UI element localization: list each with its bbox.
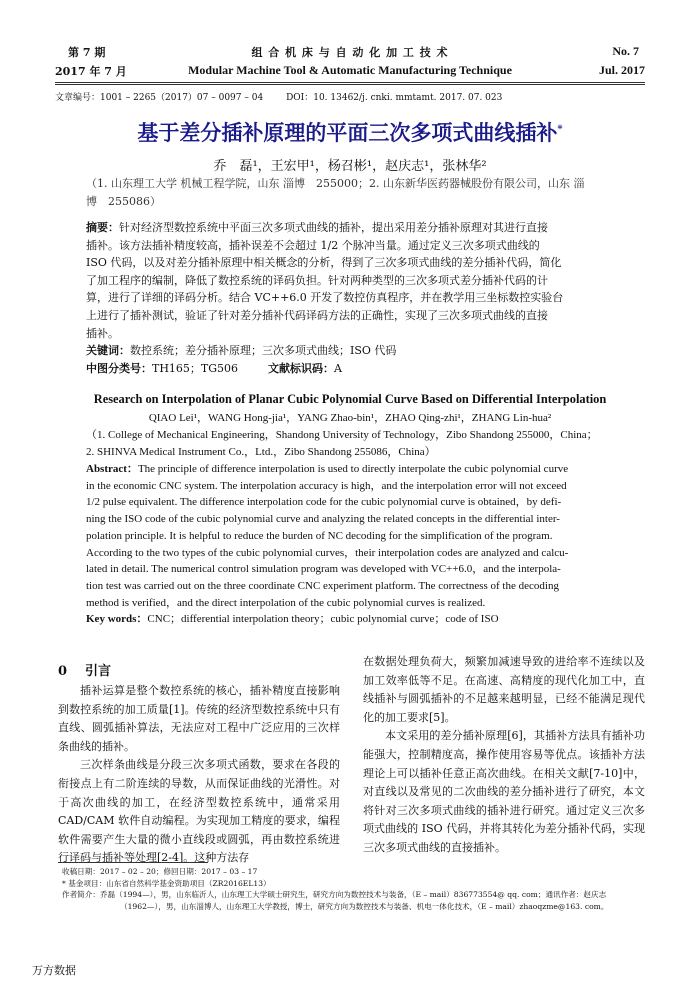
date-zh: 2017 年 7 月 — [55, 65, 127, 78]
abstract-en-line: in the economic CNC system. The interpolation accuracy is high，and the interpolation error will not exceed — [86, 479, 567, 492]
abstract-en-line: lated in detail. The numerical control simulation program was developed with VC++6.0，and the interpola- — [86, 563, 561, 576]
footnotes — [62, 866, 647, 912]
issue-zh: 第 7 期 — [68, 46, 106, 59]
doc-code: A — [334, 361, 342, 375]
abstract-zh-line: 上进行了插补测试，验证了针对差分插补代码译码方法的正确性，实现了三次多项式曲线的直接 — [86, 308, 548, 322]
abstract-zh-label: 摘要： — [86, 221, 119, 234]
watermark: 万方数据 — [32, 964, 76, 977]
left-column — [58, 682, 340, 868]
paper-title-text: 基于差分插补原理的平面三次多项式曲线插补 — [137, 120, 558, 145]
clc-code: TH165；TG506 — [152, 361, 239, 375]
abstract-en-line: method is verified，and the direct interpolation of the cubic polynomial curves is realized. — [86, 596, 486, 609]
affiliation-zh — [86, 175, 646, 210]
abstract-en-line: ning the ISO code of the cubic polynomial curve and analyzing the related concepts in the differential inter- — [86, 513, 560, 526]
journal-title-zh: 组 合 机 床 与 自 动 化 加 工 技 术 — [251, 46, 449, 59]
keywords-en-label: Key words： — [86, 613, 148, 626]
paragraph: 在数据处理负荷大，频繁加减速导致的进给率不连续以及加工效率低等不足。在高速、高精度的现代化加工中，直线插补与圆弧插补的不足越来越明显，已经不能满足现代化的加工要求[5]。 — [363, 655, 645, 724]
date-en: Jul. 2017 — [598, 63, 645, 77]
abstract-en-line: polation principle. It is helpful to reduce the burden of NC decoding for the simplification of the program. — [86, 529, 553, 542]
abstract-zh-line: 插补。 — [86, 326, 119, 340]
abstract-zh-line: 插补。该方法插补精度较高，插补误差不会超过 1/2 个脉冲当量。通过定义三次多项式曲线的 — [86, 238, 540, 252]
abstract-en-line: According to the two types of the cubic polynomial curves，their interpolation codes are analyzed and calcu- — [86, 546, 569, 559]
paragraph: 三次样条曲线是分段三次多项式函数，要求在各段的衔接点上有二阶连续的导数，从而保证曲线的光滑性。对于高次曲线的加工，在经济型数控系统中，通常采用 CAD/CAM 软件自动编程。为实现加工精度的要求，编程软件需要产生大量的微小直线段或圆弧，再由数控系统进行译码与插补等处理[2-4]。这种方法存 — [58, 758, 340, 865]
abstract-en-line: The principle of difference interpolation is used to directly interpolate the cubic polynomial curve — [137, 463, 569, 475]
footnote-author-cont: （1962—），男，山东淄博人，山东理工大学教授，博士，研究方向为数控技术与装备、机电一体化技术，（E – mail）zhaoqzme@163. com。 — [120, 901, 609, 911]
footnote-received: 收稿日期：2017 – 02 – 20；修回日期：2017 – 03 – 17 — [62, 867, 258, 876]
journal-title-en: Modular Machine Tool & Automatic Manufacturing Technique — [188, 63, 512, 77]
header-rule-2 — [55, 84, 645, 85]
paragraph: 插补运算是整个数控系统的核心，插补精度直接影响到数控系统的加工质量[1]。传统的经济型数控系统中只有直线、圆弧插补算法，无法应对工程中广泛应用的三次样条曲线的插补。 — [58, 684, 340, 753]
abstract-en-line: 1/2 pulse equivalent. The difference interpolation code for the cubic polynomial curve is obtained，by defi- — [86, 496, 562, 509]
affiliation-zh-line: 博 255086） — [86, 194, 161, 208]
abstract-en-line: tion test was carried out on the three coordinate CNC experiment platform. The correctness of the decoding — [86, 579, 559, 592]
paragraph: 本文采用的差分插补原理[6]，其插补方法具有插补功能强大，控制精度高，操作使用容易等优点。该插补方法理论上可以插补任意正高次曲线。在相关文献[7-10]中，对直线以及常见的二次曲线的差分插补进行了研究，本文将针对三次多项式曲线的插补进行研究。通过定义三次多项式曲线的 ISO 代码，并将其转化为差分插补代码，实现三次多项式曲线的直接插补。 — [363, 729, 645, 854]
footnote-author: 作者简介：乔磊（1994—），男，山东临沂人，山东理工大学硕士研究生，研究方向为数控技术与装备，（E – mail）836773554@ qq. com；通讯作者：赵庆志 — [62, 890, 607, 899]
article-meta: 文章编号：1001 – 2265（2017）07 – 0097 – 04 DOI：10. 13462/j. cnki. mmtamt. 2017. 07. 023 — [55, 93, 503, 103]
abstract-zh — [86, 219, 616, 377]
clc-label: 中图分类号： — [86, 361, 152, 375]
affiliation-en-line: （1. College of Mechanical Engineering，Shandong University of Technology，Zibo Shandong 255000，China； — [86, 429, 598, 441]
abstract-en-label: Abstract： — [86, 463, 138, 475]
abstract-zh-line: 算，进行了详细的译码分析。结合 VC++6.0 开发了数控仿真程序，并在教学用三坐标数控实验台 — [86, 291, 564, 305]
abstract-zh-line: 针对经济型数控系统中平面三次多项式曲线的插补，提出采用差分插补原理对其进行直接 — [119, 221, 548, 234]
keywords-en: CNC；differential interpolation theory；cubic polynomial curve；code of ISO — [147, 613, 499, 626]
abstract-zh-line: ISO 代码，以及对差分插补原理中相关概念的分析，得到了三次多项式曲线的差分插补代码，简化 — [86, 256, 562, 270]
issue-en: No. 7 — [612, 44, 639, 58]
header-rule — [55, 82, 645, 83]
section-heading — [58, 660, 111, 679]
authors-zh: 乔 磊¹，王宏甲¹，杨召彬¹，赵庆志¹，张林华² — [213, 159, 487, 174]
keywords-zh: 数控系统；差分插补原理；三次多项式曲线；ISO 代码 — [130, 344, 397, 358]
title-footnote-mark: * — [557, 124, 563, 135]
authors-en: QIAO Lei¹，WANG Hong-jia¹，YANG Zhao-bin¹，ZHAO Qing-zhi¹，ZHANG Lin-hua² — [148, 412, 552, 424]
section-title: 引言 — [85, 664, 112, 679]
abstract-en — [86, 461, 626, 628]
footnote-rule — [58, 862, 208, 863]
abstract-zh-line: 了加工程序的编制，降低了数控系统的译码负担。针对两种类型的三次多项式差分插补代码的计 — [86, 273, 548, 287]
affiliation-zh-line: （1. 山东理工大学 机械工程学院，山东 淄博 255000；2. 山东新华医药器械股份有限公司，山东 淄 — [86, 177, 585, 190]
paper-title — [0, 117, 700, 147]
affiliation-en — [86, 427, 646, 460]
footnote-fund: * 基金项目：山东省自然科学基金资助项目（ZR2016EL13） — [62, 878, 271, 888]
keywords-zh-label: 关键词： — [86, 344, 130, 358]
doc-code-label: 文献标识码： — [268, 361, 335, 375]
paper-title-en: Research on Interpolation of Planar Cubic Polynomial Curve Based on Differential Interpolation — [93, 392, 607, 406]
affiliation-en-line: 2. SHINVA Medical Instrument Co.，Ltd.，Zibo Shandong 255086，China） — [86, 445, 436, 458]
right-column — [363, 653, 645, 858]
section-number: 0 — [58, 664, 68, 679]
